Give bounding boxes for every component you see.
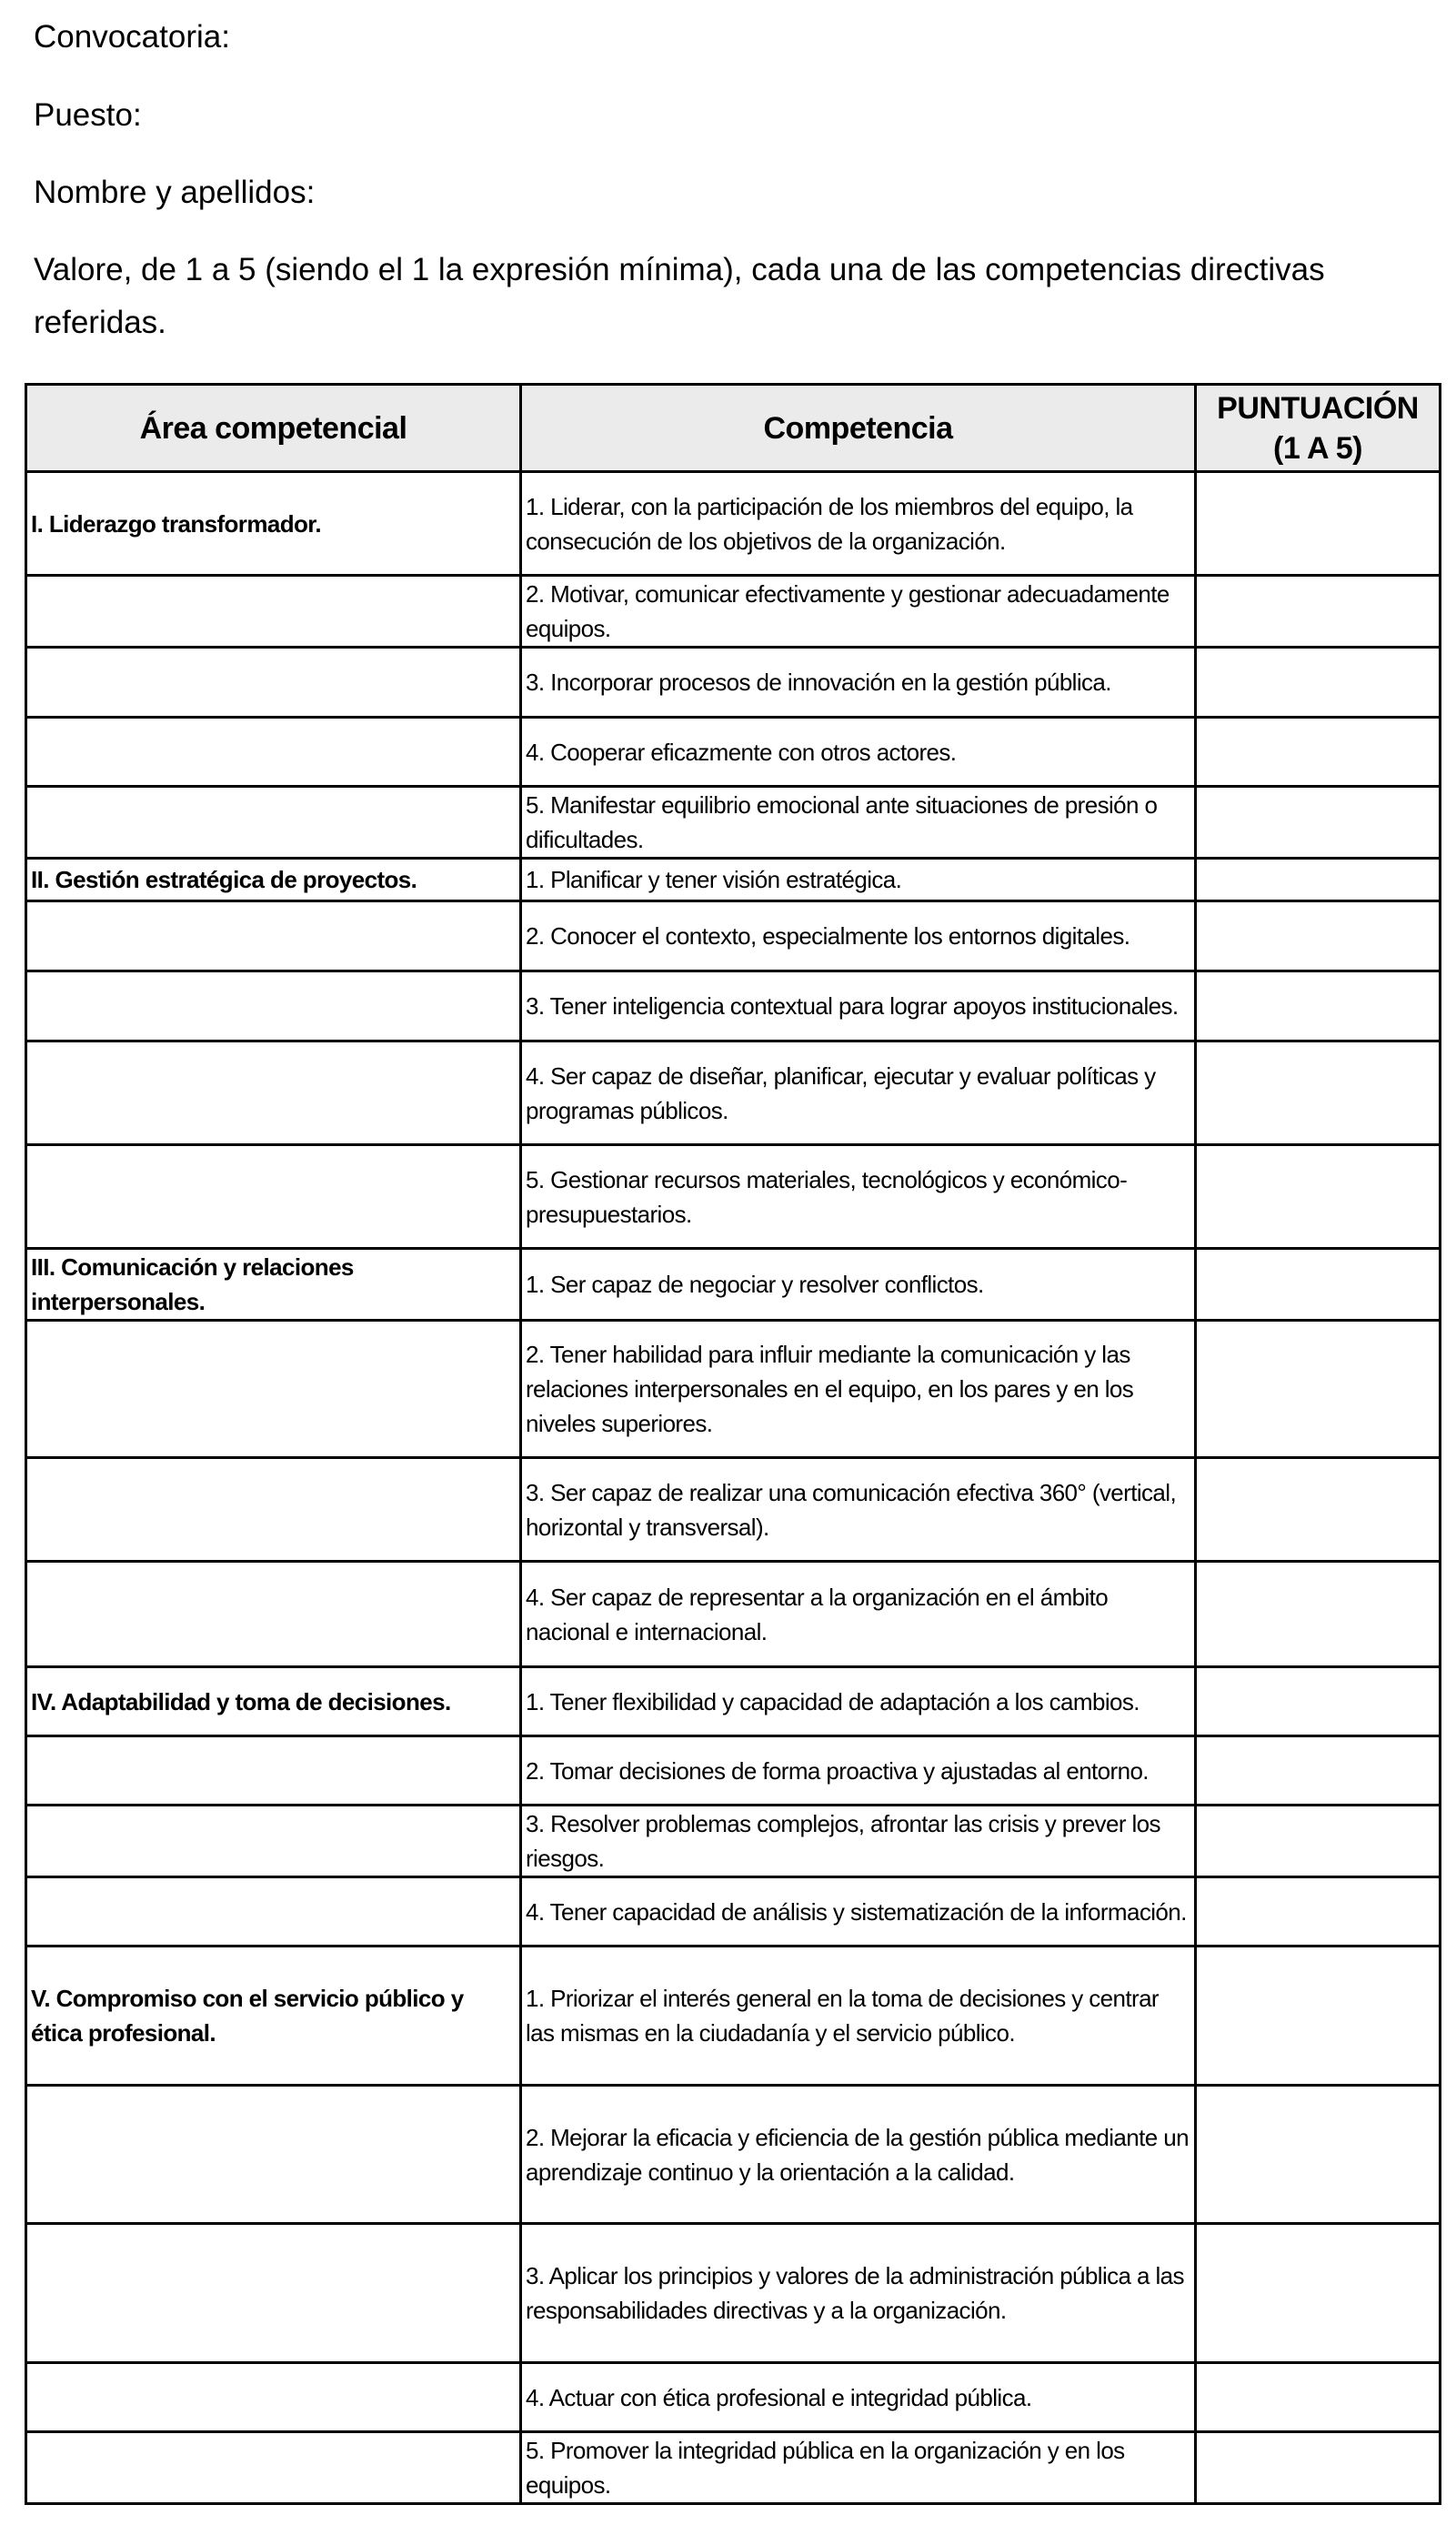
competencias-table [25,383,1441,2505]
table-row [26,1249,1441,1321]
area-cell [26,1321,521,1458]
puntuacion-input-cell[interactable] [1196,472,1441,576]
area-cell [26,901,521,971]
competencia-cell: 1. Tener flexibilidad y capacidad de adaptación a los cambios. [521,1667,1196,1736]
area-cell [26,1145,521,1249]
area-cell: V. Compromiso con el servicio público y ética profesional. [26,1947,521,2086]
puntuacion-input-cell[interactable] [1196,718,1441,787]
table-row [26,2224,1441,2363]
area-cell [26,1562,521,1667]
competencia-cell: 1. Planificar y tener visión estratégica. [521,859,1196,901]
puntuacion-input-cell[interactable] [1196,2432,1441,2504]
table-row [26,1562,1441,1667]
table-row [26,2086,1441,2224]
competencia-cell: 2. Motivar, comunicar efectivamente y gestionar adecuadamente equipos. [521,576,1196,648]
competencia-cell: 4. Tener capacidad de análisis y sistematización de la información. [521,1877,1196,1947]
table-body [26,472,1441,2504]
competencia-cell: 1. Ser capaz de negociar y resolver conflictos. [521,1249,1196,1321]
table-row [26,971,1441,1041]
area-cell: II. Gestión estratégica de proyectos. [26,859,521,901]
competencia-cell: 4. Actuar con ética profesional e integridad pública. [521,2363,1196,2432]
area-cell [26,2086,521,2224]
puntuacion-input-cell[interactable] [1196,1562,1441,1667]
puntuacion-input-cell[interactable] [1196,2086,1441,2224]
table-row [26,1947,1441,2086]
header-puntuacion-title: PUNTUACIÓN [1217,390,1419,426]
table-row [26,718,1441,787]
header-area-competencial: Área competencial [26,385,521,472]
competencia-cell: 5. Manifestar equilibrio emocional ante situaciones de presión o dificultades. [521,787,1196,859]
convocatoria-label: Convocatoria: [34,19,230,55]
area-cell [26,2363,521,2432]
competencia-cell: 2. Conocer el contexto, especialmente los entornos digitales. [521,901,1196,971]
competencia-cell: 2. Tener habilidad para influir mediante la comunicación y las relaciones interpersonales en el equipo, en los pares y en los niveles superiores. [521,1321,1196,1458]
table-header-row [26,385,1441,472]
table-row [26,472,1441,576]
area-cell [26,718,521,787]
puntuacion-input-cell[interactable] [1196,576,1441,648]
competencia-cell: 3. Incorporar procesos de innovación en la gestión pública. [521,648,1196,718]
puntuacion-input-cell[interactable] [1196,1736,1441,1806]
puntuacion-input-cell[interactable] [1196,1041,1441,1145]
competencia-cell: 3. Tener inteligencia contextual para lograr apoyos institucionales. [521,971,1196,1041]
puntuacion-input-cell[interactable] [1196,1667,1441,1736]
table-row [26,1321,1441,1458]
area-cell [26,1736,521,1806]
table-row [26,576,1441,648]
table-row [26,1145,1441,1249]
table-row [26,1041,1441,1145]
header-competencia: Competencia [521,385,1196,472]
puntuacion-input-cell[interactable] [1196,1458,1441,1562]
nombre-apellidos-label: Nombre y apellidos: [34,175,316,210]
table-row [26,648,1441,718]
area-cell [26,576,521,648]
competencia-cell: 4. Ser capaz de diseñar, planificar, ejecutar y evaluar políticas y programas públicos. [521,1041,1196,1145]
header-puntuacion [1196,385,1441,472]
competencia-cell: 3. Aplicar los principios y valores de la administración pública a las responsabilidades directivas y a la organización. [521,2224,1196,2363]
puntuacion-input-cell[interactable] [1196,1249,1441,1321]
table-row [26,787,1441,859]
table-row [26,1667,1441,1736]
header-puntuacion-range: (1 A 5) [1273,430,1362,466]
puntuacion-input-cell[interactable] [1196,648,1441,718]
table-row [26,1458,1441,1562]
area-cell [26,1877,521,1947]
competencia-cell: 5. Gestionar recursos materiales, tecnológicos y económico-presupuestarios. [521,1145,1196,1249]
puntuacion-input-cell[interactable] [1196,971,1441,1041]
puntuacion-input-cell[interactable] [1196,901,1441,971]
puesto-label: Puesto: [34,97,142,133]
competencia-cell: 4. Cooperar eficazmente con otros actores. [521,718,1196,787]
area-cell: III. Comunicación y relaciones interpersonales. [26,1249,521,1321]
table-row [26,1877,1441,1947]
table-row [26,1806,1441,1877]
area-cell: I. Liderazgo transformador. [26,472,521,576]
table-row [26,2363,1441,2432]
area-cell [26,787,521,859]
puntuacion-input-cell[interactable] [1196,1321,1441,1458]
competencia-cell: 2. Mejorar la eficacia y eficiencia de la gestión pública mediante un aprendizaje continuo y la orientación a la calidad. [521,2086,1196,2224]
area-cell [26,1458,521,1562]
table-row [26,901,1441,971]
puntuacion-input-cell[interactable] [1196,1877,1441,1947]
puntuacion-input-cell[interactable] [1196,2224,1441,2363]
table-row [26,1736,1441,1806]
area-cell [26,971,521,1041]
competencia-cell: 3. Resolver problemas complejos, afrontar las crisis y prever los riesgos. [521,1806,1196,1877]
area-cell [26,2432,521,2504]
area-cell [26,648,521,718]
area-cell: IV. Adaptabilidad y toma de decisiones. [26,1667,521,1736]
table-row [26,859,1441,901]
competencia-cell: 1. Liderar, con la participación de los miembros del equipo, la consecución de los objetivos de la organización. [521,472,1196,576]
competencia-cell: 5. Promover la integridad pública en la organización y en los equipos. [521,2432,1196,2504]
area-cell [26,1041,521,1145]
competencia-cell: 2. Tomar decisiones de forma proactiva y ajustadas al entorno. [521,1736,1196,1806]
area-cell [26,2224,521,2363]
puntuacion-input-cell[interactable] [1196,1145,1441,1249]
area-cell [26,1806,521,1877]
competencia-cell: 1. Priorizar el interés general en la toma de decisiones y centrar las mismas en la ciudadanía y el servicio público. [521,1947,1196,2086]
puntuacion-input-cell[interactable] [1196,2363,1441,2432]
puntuacion-input-cell[interactable] [1196,859,1441,901]
puntuacion-input-cell[interactable] [1196,787,1441,859]
competencia-cell: 4. Ser capaz de representar a la organización en el ámbito nacional e internacional. [521,1562,1196,1667]
table-row [26,2432,1441,2504]
puntuacion-input-cell[interactable] [1196,1947,1441,2086]
competencia-cell: 3. Ser capaz de realizar una comunicación efectiva 360° (vertical, horizontal y transversal). [521,1458,1196,1562]
instructions-text: Valore, de 1 a 5 (siendo el 1 la expresión mínima), cada una de las competencias directivas referidas. [34,252,1325,340]
puntuacion-input-cell[interactable] [1196,1806,1441,1877]
